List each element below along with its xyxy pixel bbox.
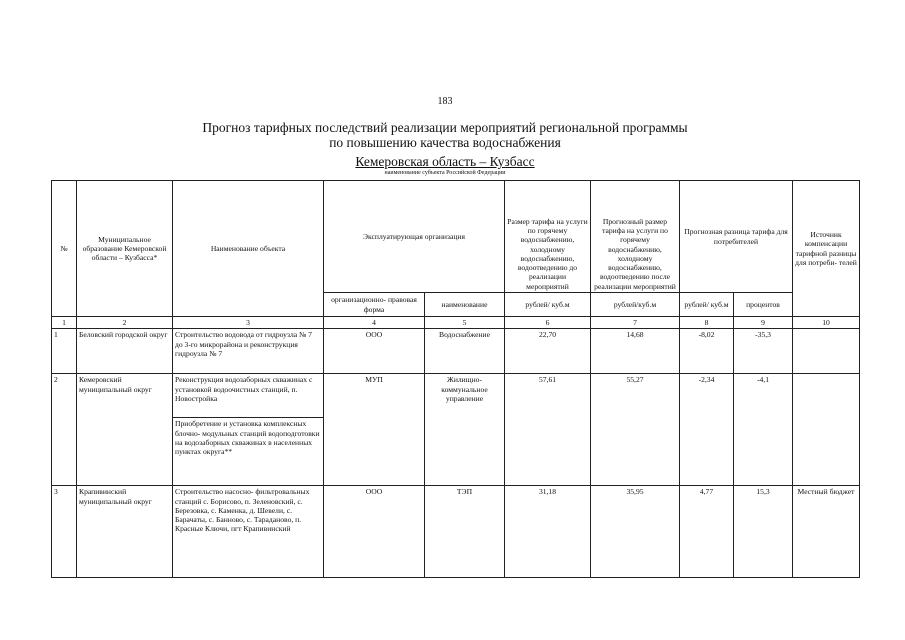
title-line-1: Прогноз тарифных последствий реализации мероприятий региональной программы <box>202 120 688 135</box>
row-diff-rub: -8,02 <box>680 329 734 374</box>
row-no: 3 <box>52 486 77 578</box>
row-org-form: ООО <box>324 486 425 578</box>
table-row <box>52 374 860 418</box>
row-diff-rub: 4,77 <box>680 486 734 578</box>
row-source <box>793 329 860 374</box>
table-row <box>52 486 860 578</box>
header-unit-before: рублей/ куб.м <box>505 293 591 317</box>
page-number: 183 <box>437 96 453 107</box>
column-number: 7 <box>591 317 680 329</box>
header-object: Наименование объекта <box>173 181 324 317</box>
header-diff-pct: процентов <box>734 293 793 317</box>
row-tariff-after: 14,68 <box>591 329 680 374</box>
column-number: 9 <box>734 317 793 329</box>
row-object: Строительство насосно- фильтровальных станций с. Борисово, п. Зеленовский, с. Березовка, с. Каменка, д. Шевели, с. Барачаты, с. Банново, с. Тарадановo, п. Красные Ключи, пгт Крапивинский <box>173 486 324 578</box>
header-no: № <box>52 181 77 317</box>
row-tariff-before: 22,70 <box>505 329 591 374</box>
row-object: Строительство водовода от гидроузла № 7 до 3-го микрорайона и реконструкция гидроузла № 7 <box>173 329 324 374</box>
column-number: 4 <box>324 317 425 329</box>
row-tariff-before: 57,61 <box>505 374 591 486</box>
subject-caption: наименование субъекта Российской Федерации <box>384 170 506 176</box>
tariff-table <box>51 180 860 578</box>
row-object: Реконструкция водозаборных скважинах с установкой водоочистных станций, п. Новостройка <box>173 374 324 418</box>
row-no: 2 <box>52 374 77 486</box>
title-line-2: по повышению качества водоснабжения <box>329 135 561 150</box>
row-diff-rub: -2,34 <box>680 374 734 486</box>
row-municipality: Кемеровский муниципальный округ <box>77 374 173 486</box>
row-org-form: МУП <box>324 374 425 486</box>
table-row <box>52 329 860 374</box>
column-number: 6 <box>505 317 591 329</box>
header-diff-rub: рублей/ куб.м <box>680 293 734 317</box>
row-tariff-before: 31,18 <box>505 486 591 578</box>
document-title <box>0 120 890 150</box>
column-number: 10 <box>793 317 860 329</box>
header-org-form: организационно- правовая форма <box>324 293 425 317</box>
column-number: 3 <box>173 317 324 329</box>
subject-name <box>0 154 890 169</box>
row-municipality: Беловский городской округ <box>77 329 173 374</box>
header-unit-after: рублей/куб.м <box>591 293 680 317</box>
column-number-row <box>52 317 860 329</box>
row-org-name: Водоснабжение <box>425 329 505 374</box>
row-tariff-after: 55,27 <box>591 374 680 486</box>
header-tariff-after: Прогнозный размер тарифа на услуги по горячему водоснабжению, холодному водоснабжению, водоотведению после реализации мероприятий <box>591 181 680 293</box>
row-source: Местный бюджет <box>793 486 860 578</box>
row-org-name: Жилищно- коммунальное управление <box>425 374 505 486</box>
column-number: 5 <box>425 317 505 329</box>
header-org-name: наименование <box>425 293 505 317</box>
column-number: 2 <box>77 317 173 329</box>
header-operator: Эксплуатирующая организация <box>324 181 505 293</box>
row-diff-pct: 15,3 <box>734 486 793 578</box>
row-source <box>793 374 860 486</box>
row-org-form: ООО <box>324 329 425 374</box>
column-number: 1 <box>52 317 77 329</box>
header-source: Источник компенсации тарифной разницы для потреби- телей <box>793 181 860 317</box>
header-row-1 <box>52 181 860 293</box>
header-tariff-before: Размер тарифа на услуги по горячему водоснабжению, холодному водоснабжению, водоотведению до реализации мероприятий <box>505 181 591 293</box>
subject-text: Кемеровская область – Кузбасс <box>355 154 535 169</box>
row-diff-pct: -4,1 <box>734 374 793 486</box>
row-diff-pct: -35,3 <box>734 329 793 374</box>
row-no: 1 <box>52 329 77 374</box>
header-difference: Прогнозная разница тарифа для потребителей <box>680 181 793 293</box>
row-object: Приобретение и установка комплексных блочно- модульных станций водоподготовки на водозаборных скважинах в населенных пунктах округа** <box>173 418 324 486</box>
header-municipality: Муниципальное образование Кемеровской области – Кузбасса* <box>77 181 173 317</box>
row-org-name: ТЭП <box>425 486 505 578</box>
column-number: 8 <box>680 317 734 329</box>
row-tariff-after: 35,95 <box>591 486 680 578</box>
row-municipality: Крапивинский муниципальный округ <box>77 486 173 578</box>
